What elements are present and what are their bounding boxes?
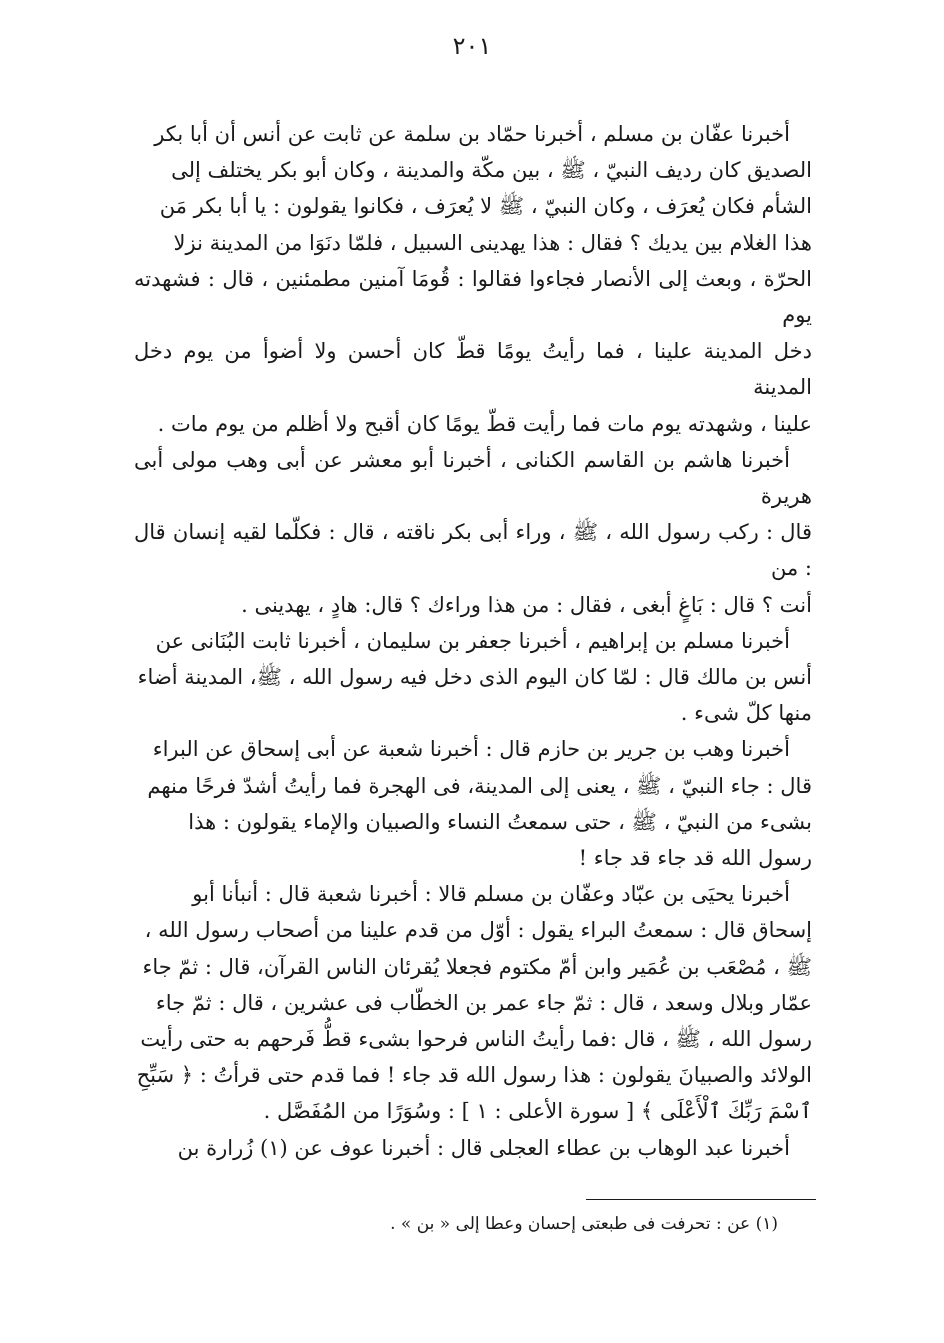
footnote-divider (586, 1199, 816, 1200)
text-line: أخبرنا وهب بن جرير بن حازم قال : أخبرنا شعبة عن أبى إسحاق عن البراء (152, 737, 790, 762)
text-line: منها كلّ شىء . (680, 701, 812, 726)
text-line: الشأم فكان يُعرَف ، وكان النبيّ ، ﷺ لا يُعرَف ، فكانوا يقولون : يا أبا بكر مَن (159, 194, 812, 219)
text-line: إسحاق قال : سمعتُ البراء يقول : أوّل من قدم علينا من أصحاب رسول الله ، (144, 918, 812, 943)
body-text (134, 116, 812, 1166)
text-line: رسول الله ، ﷺ ، قال :فما رأيتُ الناس فرحوا بشىء قطُّ فَرحهم به حتى رأيت (140, 1027, 812, 1052)
text-line: علينا ، وشهدته يوم مات فما رأيت قطّ يومًا كان أقبح ولا أظلم من يوم مات . (157, 411, 812, 436)
text-line: دخل المدينة علينا ، فما رأيتُ يومًا قطّ كان أحسن ولا أضوأ من يوم دخل المدينة (134, 339, 812, 400)
text-line: أخبرنا هاشم بن القاسم الكنانى ، أخبرنا أبو معشر عن أبى وهب مولى أبى هريرة (134, 447, 812, 509)
text-line: رسول الله قد جاء قد جاء ! (578, 846, 812, 871)
text-line: الصديق كان رديف النبيّ ، ﷺ ، بين مكّة والمدينة ، وكان أبو بكر يختلف إلى (171, 158, 812, 183)
text-line: قال : ركب رسول الله ، ﷺ ، وراء أبى بكر ناقته ، قال : فكلّما لقيه إنسان قال : من (134, 520, 812, 581)
text-line: أخبرنا يحيَى بن عبّاد وعفّان بن مسلم قالا : أخبرنا شعبة قال : أنبأنا أبو (192, 882, 790, 907)
footnote: (١) عن : تحرفت فى طبعتى إحسان وعطا إلى « بن » . (390, 1214, 778, 1234)
text-line: أنس بن مالك قال : لمّا كان اليوم الذى دخل فيه رسول الله ، ﷺ، المدينة أضاء (137, 665, 812, 690)
text-line: الولائد والصبيانَ يقولون : هذا رسول الله قد جاء ! فما قدم حتى قرأتُ : ﴿ سَبِّحِ (136, 1063, 812, 1088)
text-line: عمّار وبلال وسعد ، قال : ثمّ جاء عمر بن الخطّاب فى عشرين ، قال : ثمّ جاء (155, 990, 812, 1015)
text-line: أنت ؟ قال : بَاغٍ أبغى ، فقال : من هذا وراءك ؟ قال: هادٍ ، يهدينى . (241, 592, 812, 617)
text-line: أخبرنا عبد الوهاب بن عطاء العجلى قال : أخبرنا عوف عن (١) زُرارة بن (177, 1135, 790, 1160)
text-line: أخبرنا مسلم بن إبراهيم ، أخبرنا جعفر بن سليمان ، أخبرنا ثابت البُنَانى عن (155, 628, 790, 653)
text-line: ﷺ ، مُصْعَب بن عُمَير وابن أمّ مكتوم فجعلا يُقرئان الناس القرآن، قال : ثمّ جاء (142, 954, 812, 979)
text-line: الحرّة ، وبعث إلى الأنصار فجاءوا فقالوا : قُومَا آمنين مطمئنين ، قال : فشهدته يوم (134, 266, 812, 328)
text-line: ٱسْمَ رَبِّكَ ٱلْأَعْلَى ﴾ [ سورة الأعلى : ١ ] : وسُوَرًا من المُفَصَّل . (263, 1099, 812, 1124)
page-number: ٢٠١ (452, 32, 492, 60)
text-line: بشىء من النبيّ ، ﷺ ، حتى سمعتُ النساء والصبيان والإماء يقولون : هذا (188, 809, 812, 834)
text-line: أخبرنا عفّان بن مسلم ، أخبرنا حمّاد بن سلمة عن ثابت عن أنس أن أبا بكر (154, 122, 790, 146)
text-line: قال : جاء النبيّ ، ﷺ ، يعنى إلى المدينة، فى الهجرة فما رأيتُ أشدّ فرحًا منهم (147, 773, 812, 798)
text-line: هذا الغلام بين يديك ؟ فقال : هذا يهدينى السبيل ، فلمّا دنَوَا من المدينة نزلا (173, 230, 812, 255)
